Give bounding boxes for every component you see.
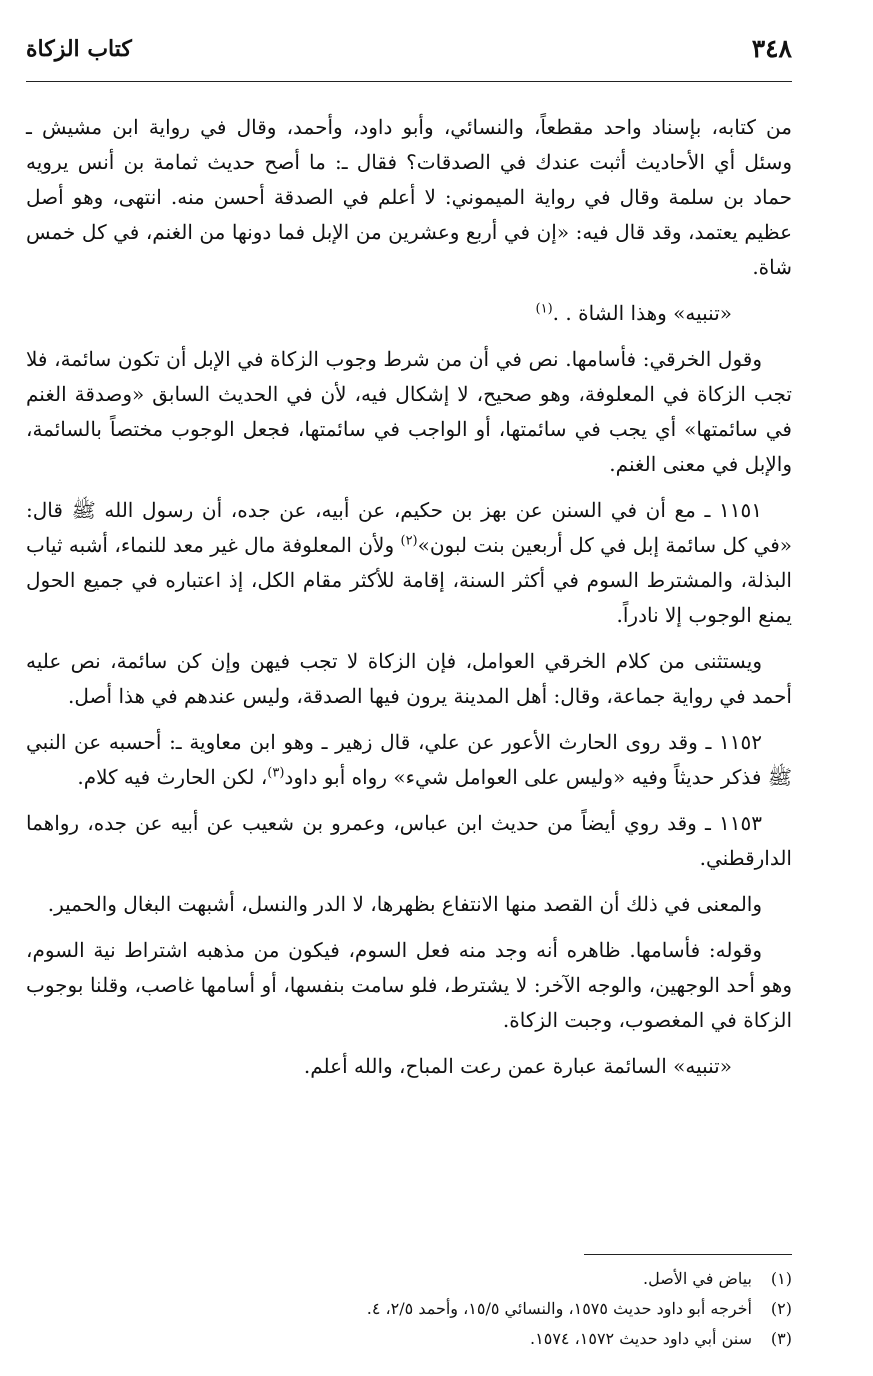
page-header	[26, 30, 792, 76]
footnote-marker: (٢)	[400, 533, 418, 549]
paragraph: ١١٥٣ ـ وقد روي أيضاً من حديث ابن عباس، وعمرو بن شعيب عن أبيه عن جده، رواهما الدارقطني.	[26, 811, 792, 870]
footnote-rule	[584, 1254, 792, 1255]
header-rule	[26, 81, 792, 82]
footnotes	[26, 1264, 792, 1354]
running-title: كتاب الزكاة	[26, 36, 132, 62]
footnote-number: (٣)	[770, 1329, 792, 1348]
paragraph: «تنبيه» السائمة عبارة عمن رعت المباح، والله أعلم.	[303, 1054, 732, 1078]
footnote-text: سنن أبي داود حديث ١٥٧٢، ١٥٧٤.	[530, 1329, 752, 1348]
footnote	[26, 1324, 792, 1354]
footnote-marker: (٣)	[267, 765, 285, 781]
paragraph	[26, 725, 792, 795]
paragraph-text: ، لكن الحارث فيه كلام.	[77, 765, 268, 789]
paragraph	[26, 493, 792, 633]
paragraph-text: ولأن المعلوفة مال غير معد للنماء، أشبه ثياب البذلة، والمشترط السوم في أكثر السنة، إقامة للأكثر مقام الكل، إذ اعتباره في جميع الحول يمنع الوجوب إلا نادراً.	[26, 533, 792, 627]
page-body	[26, 110, 792, 1095]
paragraph: وقول الخرقي: فأسامها. نص في أن من شرط وجوب الزكاة في الإبل أن تكون سائمة، فلا تجب الزكاة في المعلوفة، وهو صحيح، لا إشكال فيه، لأن في الحديث السابق «وصدقة الغنم في سائمتها» أي يجب في سائمتها، أو الواجب في سائمتها، فجعل الوجوب مختصاً بالسائمة، والإبل في معنى الغنم.	[26, 347, 792, 476]
page-number: ٣٤٨	[751, 34, 792, 63]
paragraph: والمعنى في ذلك أن القصد منها الانتفاع بظهرها، لا الدر والنسل، أشبهت البغال والحمير.	[47, 892, 762, 916]
footnote	[26, 1294, 792, 1324]
paragraph-text: «تنبيه» وهذا الشاة . .	[552, 301, 732, 325]
paragraph-text: ١١٥٢ ـ وقد روى الحارث الأعور عن علي، قال زهير ـ وهو ابن معاوية ـ: أحسبه عن النبي ﷺ فذكر حديثاً وفيه «وليس على العوامل شيء» رواه أبو داود	[26, 730, 792, 789]
paragraph: ويستثنى من كلام الخرقي العوامل، فإن الزكاة لا تجب فيهن وإن كن سائمة، نص عليه أحمد في رواية جماعة، وقال: أهل المدينة يرون فيها الصدقة، وليس عندهم في هذا أصل.	[26, 649, 792, 708]
paragraph: من كتابه، بإسناد واحد مقطعاً، والنسائي، وأبو داود، وأحمد، وقال في رواية ابن مشيش ـ وسئل أي الأحاديث أثبت عندك في الصدقات؟ فقال ـ: ما أصح حديث ثمامة بن أنس يرويه حماد بن سلمة وقال في رواية الميموني: لا أعلم في الصدقة أحسن منه. انتهى، وهو أصل عظيم يعتمد، وقد قال فيه: «إن في أربع وعشرين من الإبل فما دونها من الغنم، في كل خمس شاة.	[26, 115, 793, 279]
footnote-marker: (١)	[535, 301, 553, 317]
paragraph	[26, 296, 792, 331]
paragraph-text: ١١٥١ ـ مع أن في السنن عن بهز بن حكيم، عن أبيه، عن جده، أن رسول الله ﷺ قال: «في كل سائمة إبل في كل أربعين بنت لبون»	[26, 498, 792, 557]
footnote-text: أخرجه أبو داود حديث ١٥٧٥، والنسائي ١٥/٥، وأحمد ٢/٥، ٤.	[366, 1299, 752, 1318]
paragraph: وقوله: فأسامها. ظاهره أنه وجد منه فعل السوم، فيكون من مذهبه اشتراط نية السوم، وهو أحد الوجهين، والوجه الآخر: لا يشترط، فلو سامت بنفسها، أو أسامها غاصب، وقلنا بوجوب الزكاة في المغصوب، وجبت الزكاة.	[26, 938, 792, 1032]
footnote-number: (٢)	[770, 1299, 792, 1318]
footnote-number: (١)	[770, 1269, 792, 1288]
book-page	[26, 30, 792, 1360]
footnote-text: بياض في الأصل.	[642, 1269, 752, 1288]
footnote	[26, 1264, 792, 1294]
